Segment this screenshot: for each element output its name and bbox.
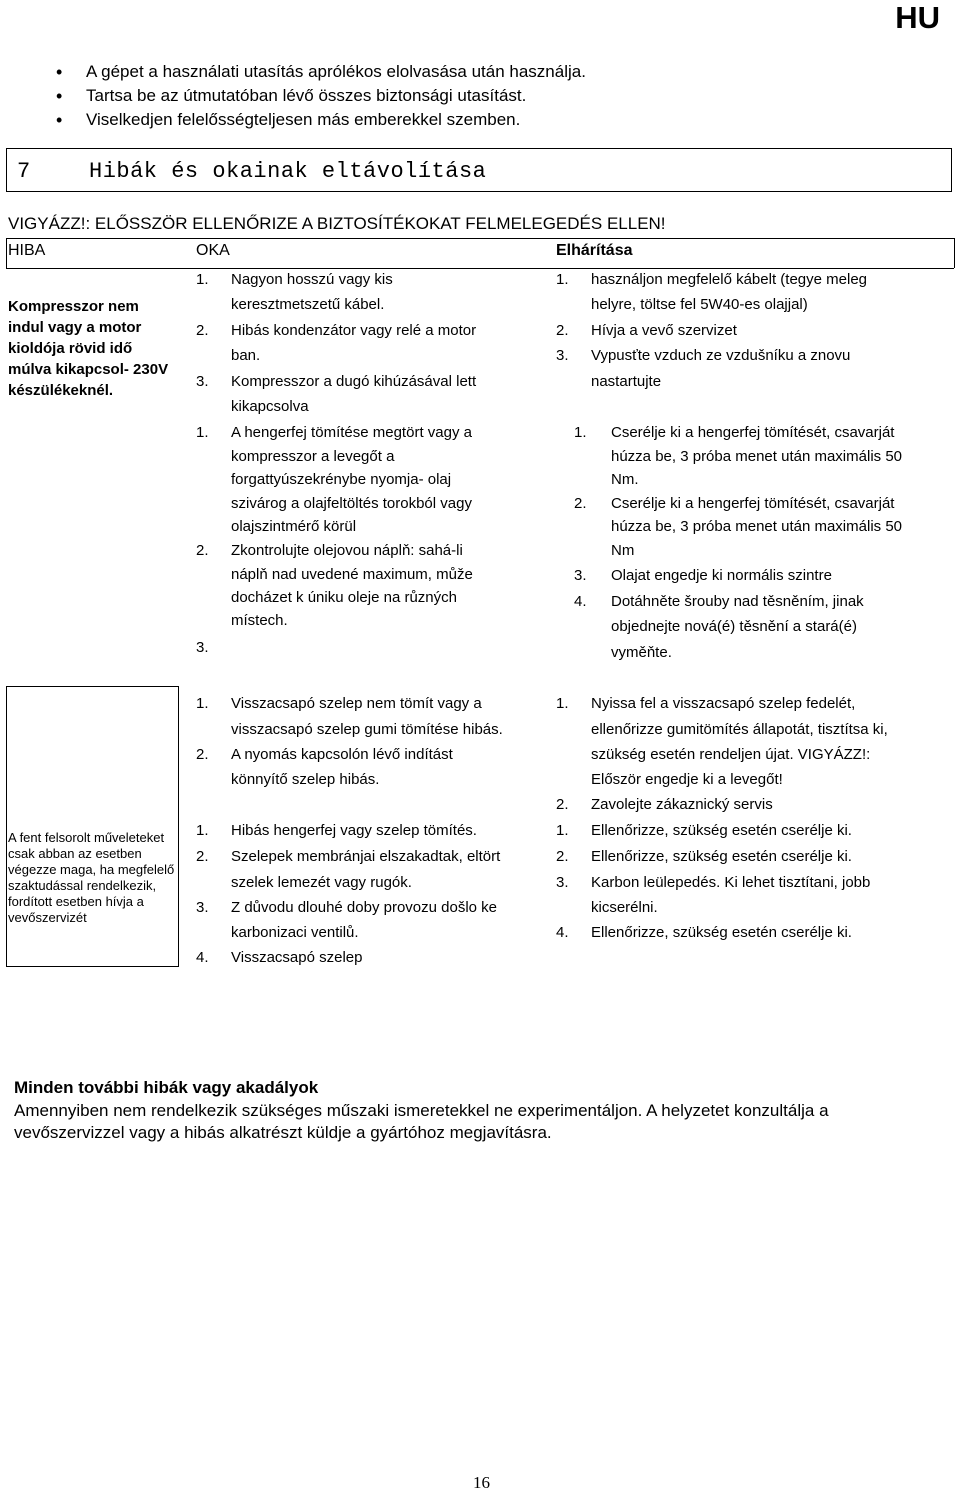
warning-text: VIGYÁZZ!: ELŐSSZÖR ELLENŐRIZE A BIZTOSÍTÉKOKAT FELMELEGEDÉS ELLEN! [8, 214, 666, 233]
language-code: HU [895, 0, 940, 35]
bullet-item: • A gépet a használati utasítás aprólékos elolvasása után használja. [56, 60, 586, 84]
header-remedy: Elhárítása [556, 242, 633, 259]
page-number: 16 [473, 1473, 490, 1492]
row3-fault-left-border [6, 686, 7, 966]
section-heading-box [6, 148, 952, 192]
header-cause: OKA [196, 242, 230, 259]
row3-fault-top-border [6, 686, 179, 687]
further-faults-text: Amennyiben nem rendelkezik szükséges műszaki ismeretekkel ne experimentáljon. A helyzetet konzultálja a vevőszervizzel vagy a hibás alkatrészt küldje a gyártóhoz megjavításra. [14, 1101, 829, 1142]
fault-text: Kompresszor nem indul vagy a motor kioldója rövid idő múlva kikapcsol- 230V készülékeknél. [8, 298, 169, 399]
row3-fault-bottom-border [6, 966, 179, 967]
safety-bullet-list [56, 60, 586, 132]
row3-fault-text: A fent felsorolt műveleteket csak abban az esetben végezze maga, ha megfelelő szaktudással rendelkezik, fordított esetben hívja a vevőszervizét [8, 830, 175, 925]
table-right-border [954, 238, 955, 268]
further-faults-title: Minden további hibák vagy akadályok [14, 1078, 319, 1097]
section-number: 7 [17, 159, 31, 184]
header-fault: HIBA [8, 242, 46, 259]
section-title: Hibák és okainak eltávolítása [89, 159, 487, 184]
row3-fault-right-border [178, 686, 179, 966]
bullet-item: • Viselkedjen felelősségteljesen más emberekkel szemben. [56, 108, 586, 132]
bullet-item: • Tartsa be az útmutatóban lévő összes biztonsági utasítást. [56, 84, 586, 108]
table-left-border [6, 238, 7, 268]
table-top-border [6, 238, 954, 239]
